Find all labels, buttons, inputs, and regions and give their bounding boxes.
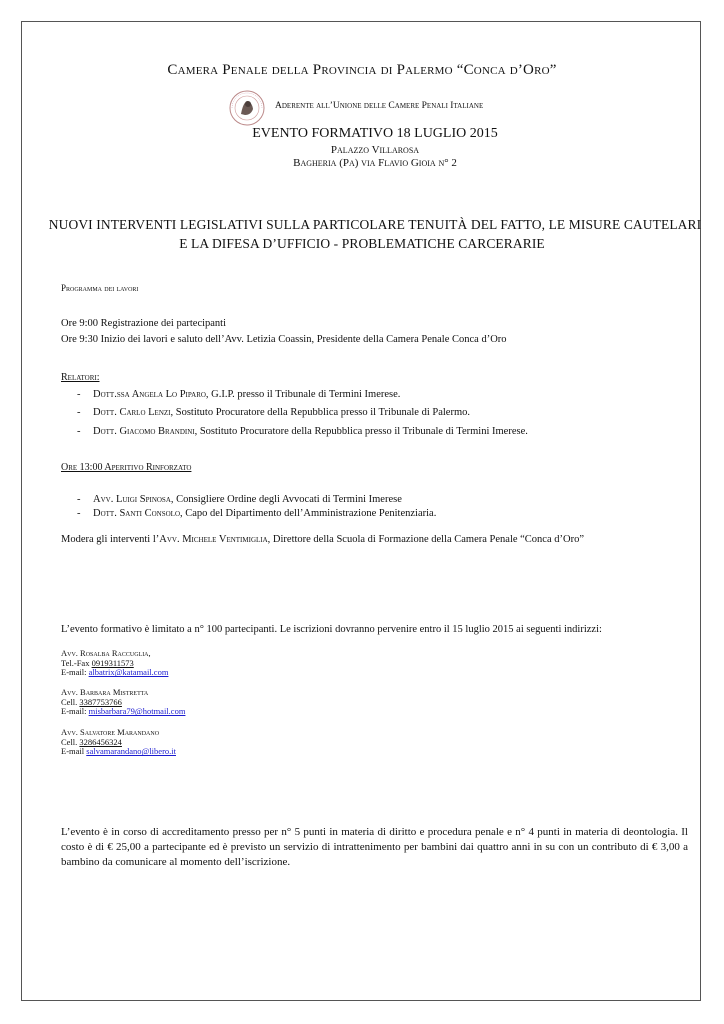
contact-email-line [61,747,176,757]
programma-item: Ore 9:00 Registrazione dei partecipanti [61,318,227,329]
camera-penale-logo [228,89,266,127]
contact-block [61,728,176,757]
contact-email-link[interactable]: salvamarandano@libero.it [86,746,176,757]
aderente-subtitle: Aderente all’Unione delle Camere Penali Italiane [275,101,484,111]
contact-block [61,649,168,678]
dash-bullet: - [77,389,81,400]
aperitivo-item [77,508,436,519]
relatore-role: , Sostituto Procuratore della Repubblica presso il Tribunale di Termini Imerese. [194,426,528,437]
relatore-role: , G.I.P. presso il Tribunale di Termini Imerese. [205,389,401,400]
phone-label: Cell. [61,736,80,747]
relatori-heading: Relatori: [61,372,100,383]
contact-email-line [61,707,185,717]
accreditation-note: L’evento è in corso di accreditamento presso per n° 5 punti in materia di diritto e procedura penale e n° 4 punti in materia di deontologia. Il costo è di € 25,00 a partecipante ed è previsto un servizio di intrattenimento per bambini dai quattro anni in su con un contributo di € 3,00 a bambino da comunicare al momento dell’iscrizione. [61,826,688,868]
contact-email-link[interactable]: misbarbara79@hotmail.com [88,706,186,717]
contact-phone[interactable]: 3286456324 [79,736,122,747]
moderator-line [61,534,584,545]
dash-bullet: - [77,407,81,418]
relatore-role: , Sostituto Procuratore della Repubblica presso il Tribunale di Palermo. [170,407,470,418]
relatore-item [77,426,528,437]
email-label: E-mail: [61,706,89,717]
speaker-role: , Consigliere Ordine degli Avvocati di Termini Imerese [170,494,402,505]
venue-address: Bagheria (Pa) via Flavio Gioia n° 2 [293,157,457,169]
relatore-name: Dott.ssa Angela Lo Piparo [93,389,206,400]
speaker-role: , Capo del Dipartimento dell’Amministrazione Penitenziaria. [180,508,437,519]
email-label: E-mail [61,746,87,757]
email-label: E-mail: [61,667,89,678]
contact-phone[interactable]: 3387753766 [79,696,122,707]
relatore-name: Dott. Carlo Lenzi [93,407,171,418]
speaker-name: Dott. Santi Consolo [93,508,181,519]
relatore-item [77,407,470,418]
event-date-title: EVENTO FORMATIVO 18 LUGLIO 2015 [252,126,498,141]
contact-email-line [61,668,168,678]
contact-name: Avv. Salvatore Marandano [61,727,160,737]
relatore-item [77,389,400,400]
moderator-prefix: Modera gli interventi l’ [61,534,160,545]
aperitivo-heading: Ore 13:00 Aperitivo Rinforzato [61,462,192,473]
venue-name: Palazzo Villarosa [330,144,420,156]
contact-block [61,688,185,717]
contact-name: Avv. Barbara Mistretta [61,687,149,697]
dash-bullet: - [77,508,81,519]
contact-email-link[interactable]: albatrix@katamail.com [88,667,169,678]
relatore-name: Dott. Giacomo Brandini [93,426,195,437]
aperitivo-item [77,494,402,505]
moderator-name: Avv. Michele Ventimiglia [159,534,268,545]
speaker-name: Avv. Luigi Spinosa [93,494,171,505]
programma-heading: Programma dei lavori [61,283,139,293]
dash-bullet: - [77,494,81,505]
topic-line-2: E LA DIFESA D’UFFICIO - PROBLEMATICHE CARCERARIE [179,236,545,251]
phone-label: Cell. [61,696,80,707]
registration-notice: L’evento formativo è limitato a n° 100 partecipanti. Le iscrizioni dovranno pervenire entro il 15 luglio 2015 ai seguenti indirizzi: [61,624,602,635]
organization-title: Camera Penale della Provincia di Palermo “Conca d’Oro” [167,62,557,78]
contact-phone[interactable]: 0919311573 [91,657,134,668]
topic-line-1: NUOVI INTERVENTI LEGISLATIVI SULLA PARTICOLARE TENUITÀ DEL FATTO, LE MISURE CAUTELARI [48,217,702,232]
dash-bullet: - [77,426,81,437]
moderator-role: , Direttore della Scuola di Formazione della Camera Penale “Conca d’Oro” [267,534,584,545]
phone-label: Tel.-Fax [61,657,92,668]
contact-name: Avv. Rosalba Raccuglia, [61,648,151,658]
programma-item: Ore 9:30 Inizio dei lavori e saluto dell’Avv. Letizia Coassin, Presidente della Camera Penale Conca d’Oro [61,334,507,345]
